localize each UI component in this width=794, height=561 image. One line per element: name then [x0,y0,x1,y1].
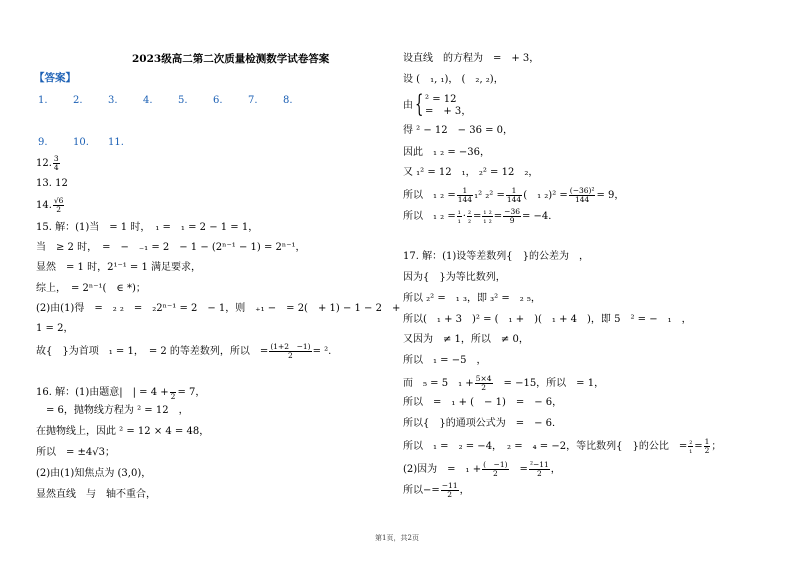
q16-cont-line-2: 设 ( ₁, ₁)， ( ₂, ₂)， [403,74,504,85]
page-footer: 第1页，共2页 [375,534,419,542]
answer-14: 14. $\frac{√6}{2}$ [36,196,64,214]
choice-6: 6. [213,95,223,106]
q16-line-1: 16. 解：(1)由题意| | = 4 + 2 = 7， [36,384,205,401]
choice-8: 8. [283,95,293,106]
system-brace: { [415,90,424,118]
choice-11: 11. [108,137,124,148]
q16-cont-line-1: 设直线 的方程为 = + 3， [403,53,540,64]
q16-cont-line-6: 又 ₁² = 12 ₁， ₂² = 12 ₂， [403,167,539,178]
q15-line-6: 1 = 2， [36,323,74,334]
q16-system: 由 [403,100,413,111]
choice-7: 7. [248,95,258,106]
choice-9: 9. [38,137,48,148]
q17-line-5: 又因为 ≠ 1，所以 ≠ 0， [403,334,529,345]
answer-12: 12. $\frac{3}{4}$ [36,154,59,172]
q16-cont-line-5: 因此 ₁ ₂ = −36， [403,147,491,158]
q17-line-7: 而 ₅ = 5 ₁ + $\frac{5\times 4}{2}$ = −15，所以 = 1， [403,374,605,392]
system-eq-1: ² = 12 [425,94,457,105]
answer-heading: 【答案】 [34,72,76,84]
q17-line-6: 所以 ₁ = −5 ， [403,355,487,366]
choice-4: 4. [143,95,153,106]
q17-line-3: 所以 ₂² = ₁ ₃，即 ₃² = ₂ ₅， [403,293,541,304]
q17-line-10: 所以 ₁ = ₂ = −4， ₂ = ₄ = −2，等比数列{ }的公比 = $\frac{\text{₂}}{\text{₁}}$ = $\frac{1}{2}$ ； [403,437,722,455]
q16-line-6: 显然直线 与 轴不重合， [36,489,156,500]
choice-1: 1. [38,95,48,106]
choice-10: 10. [73,137,89,148]
q15-line-4: 综上， = 2ⁿ⁻¹( ∈ *)； [36,283,146,294]
choice-2: 2. [73,95,83,106]
q15-line-1: 15. 解：(1)当 = 1 时， ₁ = ₁ = 2 − 1 = 1， [36,222,259,233]
q16-line-2: = 6，抛物线方程为 ² = 12 ， [36,405,189,416]
q16-line-3: 在抛物线上，因此 ² = 12 × 4 = 48， [36,426,210,437]
q17-line-4: 所以( ₁ + 3 )² = ( ₁ + )( ₁ + 4 )，即 5 ² = − ₁ ， [403,314,692,325]
q17-line-1: 17. 解：(1)设等差数列{ }的公差为 ， [403,251,589,262]
q16-line-4: 所以 = ±4√3； [36,447,116,458]
q15-line-2: 当 ≥ 2 时， = − ₋₁ = 2 − 1 − (2ⁿ⁻¹ − 1) = 2ⁿ⁻¹， [36,242,306,253]
q16-cont-line-7: 所以 ₁ ₂ = $\frac{1}{144}$ ₁² ₂² = $\frac{1}{144}$ ( ₁ ₂)² = $\frac{\text{(−36)²}}{144}$ = 9， [403,186,625,204]
q17-line-2: 因为{ }为等比数列， [403,272,506,283]
answer-13: 13. 12 [36,178,68,189]
q17-line-8: 所以 = ₁ + ( − 1) = − 6， [403,397,563,408]
choice-5: 5. [178,95,188,106]
q16-cont-line-8: 所以 ₁ ₂ = $\frac{\text{₁}}{\text{₁}}$ · $\frac{\text{₂}}{\text{₂}}$ = $\frac{\text{₁ ₂}}{\text{₁ ₂}}$ = $\frac{-36}{9}$ = −4． [403,207,559,225]
page-title: 2023级高二第二次质量检测数学试卷答案 [132,53,330,65]
system-eq-2: = + 3， [425,106,472,117]
q16-line-5: (2)由(1)知焦点为 (3,0)， [36,468,152,479]
q15-line-7: 故{ }为首项 ₁ = 1， = 2 的等差数列，所以 = $\frac{(1+2 -1)}{2}$ = ². [36,342,332,360]
q15-line-5: (2)由(1)得 = ₂ ₂ = ₂2ⁿ⁻¹ = 2 − 1，则 ₊₁ − = 2( + 1) − 1 − 2 + [36,303,401,314]
q15-line-3: 显然 = 1 时，2¹⁻¹ = 1 满足要求， [36,262,202,273]
q17-line-9: 所以{ }的通项公式为 = − 6． [403,418,563,429]
choice-3: 3. [108,95,118,106]
q17-line-11: (2)因为 = ₁ + $\frac{( -1)}{2}$ = $\frac{\text{²−11}}{2}$ ， [403,460,561,478]
q17-line-12: 所以−= $\frac{-11}{2}$ ， [403,481,470,499]
q16-cont-line-4: 得 ² − 12 − 36 = 0， [403,125,514,136]
